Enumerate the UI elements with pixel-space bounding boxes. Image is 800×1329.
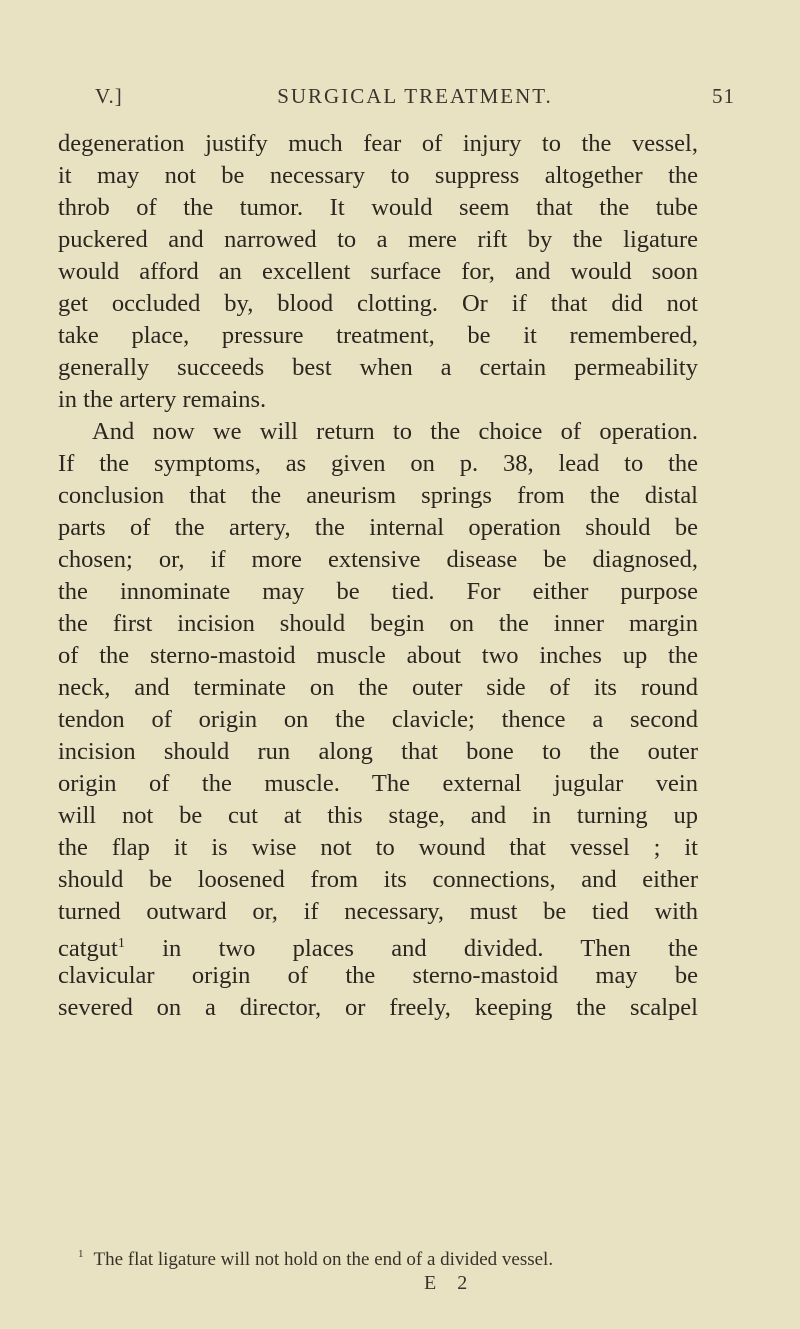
catgut-word: catgut: [58, 935, 118, 962]
printer-signature-mark: E 2: [424, 1272, 476, 1294]
footnote-marker: 1: [78, 1248, 84, 1260]
text-line: take place, pressure treatment, be it remembered,: [58, 322, 698, 349]
text-line: the first incision should begin on the inner margin: [58, 610, 698, 637]
text-line: degeneration justify much fear of injury to the vessel,: [58, 130, 698, 157]
text-line: chosen; or, if more extensive disease be diagnosed,: [58, 546, 698, 573]
text-line: should be loosened from its connections, and either: [58, 866, 698, 893]
text-line: generally succeeds best when a certain permeability: [58, 354, 698, 381]
text-line: tendon of origin on the clavicle; thence a second: [58, 706, 698, 733]
text-line: turned outward or, if necessary, must be tied with: [58, 898, 698, 925]
text-line: neck, and terminate on the outer side of its round: [58, 674, 698, 701]
text-line: in the artery remains.: [58, 386, 267, 413]
text-line: would afford an excellent surface for, and would soon: [58, 258, 698, 285]
text-line: If the symptoms, as given on p. 38, lead to the: [58, 450, 698, 477]
text-line-remainder: in two places and divided. Then the: [162, 935, 698, 962]
paragraph-start-line: And now we will return to the choice of operation.: [92, 418, 698, 445]
text-line: puckered and narrowed to a mere rift by the ligature: [58, 226, 698, 253]
text-line: throb of the tumor. It would seem that the tube: [58, 194, 698, 221]
text-line: the innominate may be tied. For either purpose: [58, 578, 698, 605]
text-line: severed on a director, or freely, keeping the scalpel: [58, 994, 698, 1021]
footnote: [78, 1248, 718, 1271]
running-title: SURGICAL TREATMENT.: [277, 84, 553, 108]
text-line: the flap it is wise not to wound that vessel ; it: [58, 834, 698, 861]
text-line: parts of the artery, the internal operation should be: [58, 514, 698, 541]
chapter-number: V.]: [95, 84, 123, 108]
text-line: get occluded by, blood clotting. Or if that did not: [58, 290, 698, 317]
text-line: clavicular origin of the sterno-mastoid may be: [58, 962, 698, 989]
text-line: incision should run along that bone to the outer: [58, 738, 698, 765]
running-head: [95, 84, 735, 114]
page-number: 51: [712, 84, 735, 108]
text-line: it may not be necessary to suppress altogether the: [58, 162, 698, 189]
footnote-text: The flat ligature will not hold on the end of a divided vessel.: [93, 1249, 554, 1270]
text-line: origin of the muscle. The external jugular vein: [58, 770, 698, 797]
footnote-reference: 1: [117, 936, 125, 951]
text-line: will not be cut at this stage, and in turning up: [58, 802, 698, 829]
text-line: conclusion that the aneurism springs from the distal: [58, 482, 698, 509]
text-line: of the sterno-mastoid muscle about two inches up the: [58, 642, 698, 669]
